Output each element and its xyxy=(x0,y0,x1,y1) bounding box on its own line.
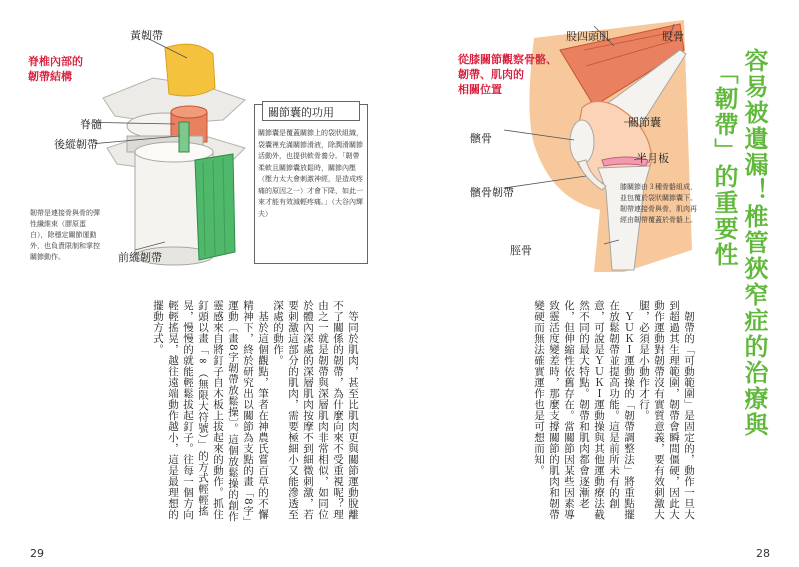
femur-label: 股骨 xyxy=(662,30,684,43)
right-page-number: 28 xyxy=(756,547,770,560)
spinal-cord-label: 脊髓 xyxy=(80,118,102,131)
right-page xyxy=(400,0,799,567)
left-page xyxy=(0,0,399,567)
tibia-label: 脛骨 xyxy=(510,244,532,257)
left-body-paragraph-1: 等同於肌肉，甚至比肌肉更與關節運動脫離不了關係的韌帶，為什麼向來不受重視呢？理由之一就是韌帶與深層肌肉非常相似，如同位於體內深處的深層肌肉按摩不到細微刺激，若要刺激這部分的肌肉，需要極細小又能滲透至深處的動作。 xyxy=(272,300,359,520)
left-body-text xyxy=(40,300,360,522)
right-body-text xyxy=(460,300,696,522)
anterior-ligament-label: 前縱韌帶 xyxy=(118,251,162,264)
knee-diagram-title: 從膝關節觀察骨骼、 韌帶、肌肉的 相關位置 xyxy=(458,53,557,96)
posterior-ligament-shape xyxy=(179,122,189,152)
quadriceps-label: 股四頭肌 xyxy=(566,30,610,43)
joint-capsule-box-text: 關節囊是覆蓋關節上的袋狀組織，袋囊裡充滿關節滑液，除潤滑關節活動外，也提供軟骨養分。「韌帶柔軟且關節囊放鬆時，關節內壓（壓力太大會刺激神經，是造成疼痛的原因之一）才會下降，如此一來才能有效減輕疼痛。」（大谷內輝夫） xyxy=(258,129,363,218)
patella-label: 髕骨 xyxy=(470,132,492,145)
meniscus-label: 半月板 xyxy=(636,152,669,165)
chapter-title-line-2: 「韌帶」的重要性 xyxy=(710,60,738,268)
knee-joint-diagram xyxy=(474,10,704,280)
joint-capsule-box-title: 關節囊的功用 xyxy=(268,106,334,119)
spine-ligament-diagram xyxy=(95,28,255,268)
patellar-ligament-label: 髕骨韌帶 xyxy=(470,186,514,199)
ligament-note: 韌帶是連接骨與骨的彈性纖維束（膠原蛋白），除穩定關節運動外，也負責限制和掌控關節動作。 xyxy=(30,209,100,261)
right-body-paragraph-1: 韌帶的「可動範圍」是固定的，動作一旦大到超過其生理範圍，韌帶會瞬間僵硬，因此大動作運動對韌帶沒有實質意義，要有效刺激大腿，必須是小動作才行。 xyxy=(638,300,695,520)
right-body-paragraph-2: ＹＵＫＩ運動操的「韌帶調整法」將重點擺在放鬆韌帶並提高功能。這是前所未有的創意，可說是ＹＵＫＩ運動操與其他運動療法截然不同的最大特點。韌帶和肌肉都會逐漸老化，但伸縮性依舊存在。當關節因某些因素導致靈活度變差時，那麼支撐關節的肌肉和韌帶變硬而無法確實運作也是可想而知。 xyxy=(533,300,635,520)
left-body-paragraph-2: 基於這個觀點，筆者在神農氏嘗百草的不懈精神下，終於研究出以關節為支點的畫「8字」運動〔畫8字韌帶放鬆操〕。這個放鬆操的創作靈感來自將釘子自木板上拔起來的動作。抓住釘頭以畫「∞（無限大符號）」的方式輕輕搖晃，慢慢的就能輕鬆拔起釘子。往每一個方向輕輕搖晃，越往遠端動作越小，這是最理想的擺動方式。 xyxy=(152,300,269,522)
yellow-ligament-label: 黃韌帶 xyxy=(130,29,163,42)
left-page-number: 29 xyxy=(30,547,44,560)
spine-diagram-title: 脊椎內部的 韌帶結構 xyxy=(28,55,83,83)
joint-capsule-label: 關節囊 xyxy=(628,116,661,129)
patella-shape xyxy=(570,120,594,164)
chapter-title-line-1: 容易被遺漏！椎管狹窄症的治療與 xyxy=(740,48,768,438)
knee-note: 膝關節由３種骨骼組成，並包覆於袋狀關節囊下。韌帶連接骨與骨，肌肉再經由韌帶覆蓋於骨骼上。 xyxy=(620,183,697,224)
yellow-ligament-shape xyxy=(165,44,215,96)
posterior-ligament-label: 後縱韌帶 xyxy=(54,138,98,151)
